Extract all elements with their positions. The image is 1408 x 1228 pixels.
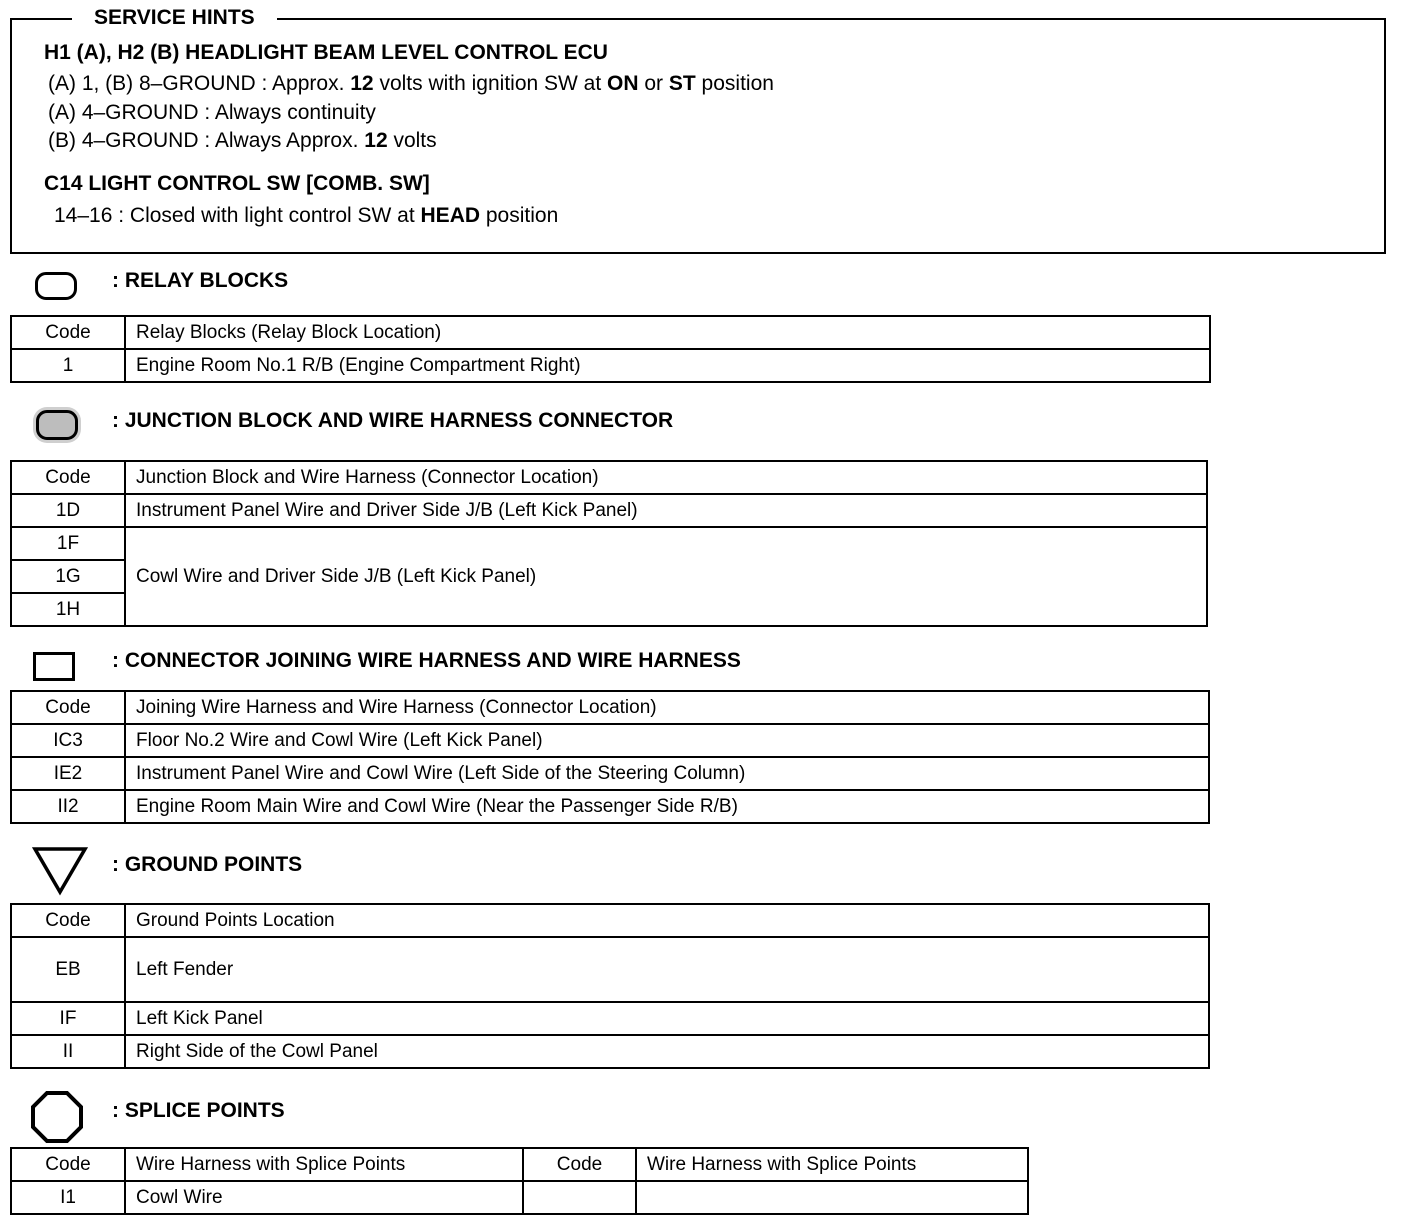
down-triangle-icon <box>32 846 88 896</box>
table-row <box>11 1181 1028 1214</box>
table-header-row <box>11 1148 1028 1181</box>
header-cell: Relay Blocks (Relay Block Location) <box>125 316 1210 349</box>
table-row <box>11 724 1209 757</box>
code-cell: 1D <box>11 494 125 527</box>
table-row <box>11 1035 1209 1068</box>
location-cell: Cowl Wire and Driver Side J/B (Left Kick Panel) <box>125 527 1207 626</box>
table-row <box>11 757 1209 790</box>
header-cell: Wire Harness with Splice Points <box>125 1148 523 1181</box>
table-row <box>11 937 1209 1002</box>
header-cell: Junction Block and Wire Harness (Connector Location) <box>125 461 1207 494</box>
harness-cell <box>636 1181 1028 1214</box>
junction-block-table <box>10 460 1208 627</box>
table-row <box>11 1002 1209 1035</box>
shaded-rounded-rectangle-icon <box>36 410 78 440</box>
rounded-rectangle-icon <box>35 272 77 300</box>
octagon-icon <box>30 1090 84 1144</box>
code-cell: IF <box>11 1002 125 1035</box>
code-cell: II2 <box>11 790 125 823</box>
header-cell: Code <box>11 316 125 349</box>
hint-line: (A) 4–GROUND : Always continuity <box>48 101 376 124</box>
location-cell: Engine Room Main Wire and Cowl Wire (Near the Passenger Side R/B) <box>125 790 1209 823</box>
hint-line: (B) 4–GROUND : Always Approx. 12 volts <box>48 129 437 152</box>
ground-points-table <box>10 903 1210 1069</box>
relay-blocks-table <box>10 315 1211 383</box>
section-title-ground-points: : GROUND POINTS <box>112 853 303 876</box>
connectors-table <box>10 690 1210 824</box>
code-cell: 1F <box>11 527 125 560</box>
header-cell: Code <box>11 461 125 494</box>
code-cell: II <box>11 1035 125 1068</box>
location-cell: Floor No.2 Wire and Cowl Wire (Left Kick Panel) <box>125 724 1209 757</box>
table-row <box>11 790 1209 823</box>
location-cell: Instrument Panel Wire and Driver Side J/B (Left Kick Panel) <box>125 494 1207 527</box>
service-hints-title: SERVICE HINTS <box>72 5 277 31</box>
location-cell: Instrument Panel Wire and Cowl Wire (Left Side of the Steering Column) <box>125 757 1209 790</box>
table-row <box>11 349 1210 382</box>
location-cell: Left Fender <box>125 937 1209 1002</box>
header-cell: Joining Wire Harness and Wire Harness (Connector Location) <box>125 691 1209 724</box>
header-cell: Code <box>523 1148 636 1181</box>
code-cell: EB <box>11 937 125 1002</box>
harness-cell: Cowl Wire <box>125 1181 523 1214</box>
table-header-row <box>11 461 1207 494</box>
table-row <box>11 494 1207 527</box>
section-title-connectors: : CONNECTOR JOINING WIRE HARNESS AND WIRE HARNESS <box>112 649 741 672</box>
code-cell: 1H <box>11 593 125 626</box>
hint-line: (A) 1, (B) 8–GROUND : Approx. 12 volts with ignition SW at ON or ST position <box>48 72 774 95</box>
code-cell: 1G <box>11 560 125 593</box>
rectangle-icon <box>33 652 75 681</box>
splice-points-table <box>10 1147 1029 1215</box>
code-cell: I1 <box>11 1181 125 1214</box>
table-row <box>11 527 1207 560</box>
hint-line: 14–16 : Closed with light control SW at HEAD position <box>54 204 559 227</box>
section-title-splice-points: : SPLICE POINTS <box>112 1099 285 1122</box>
table-header-row <box>11 904 1209 937</box>
section-title-junction-block: : JUNCTION BLOCK AND WIRE HARNESS CONNECTOR <box>112 409 674 432</box>
code-cell: IE2 <box>11 757 125 790</box>
hint-heading-headlight-ecu: H1 (A), H2 (B) HEADLIGHT BEAM LEVEL CONTROL ECU <box>44 41 608 64</box>
code-cell <box>523 1181 636 1214</box>
location-cell: Engine Room No.1 R/B (Engine Compartment Right) <box>125 349 1210 382</box>
location-cell: Right Side of the Cowl Panel <box>125 1035 1209 1068</box>
location-cell: Left Kick Panel <box>125 1002 1209 1035</box>
hint-heading-light-control-sw: C14 LIGHT CONTROL SW [COMB. SW] <box>44 172 430 195</box>
table-header-row <box>11 691 1209 724</box>
table-header-row <box>11 316 1210 349</box>
code-cell: 1 <box>11 349 125 382</box>
header-cell: Code <box>11 904 125 937</box>
header-cell: Code <box>11 691 125 724</box>
header-cell: Ground Points Location <box>125 904 1209 937</box>
section-title-relay-blocks: : RELAY BLOCKS <box>112 269 289 292</box>
header-cell: Wire Harness with Splice Points <box>636 1148 1028 1181</box>
header-cell: Code <box>11 1148 125 1181</box>
code-cell: IC3 <box>11 724 125 757</box>
